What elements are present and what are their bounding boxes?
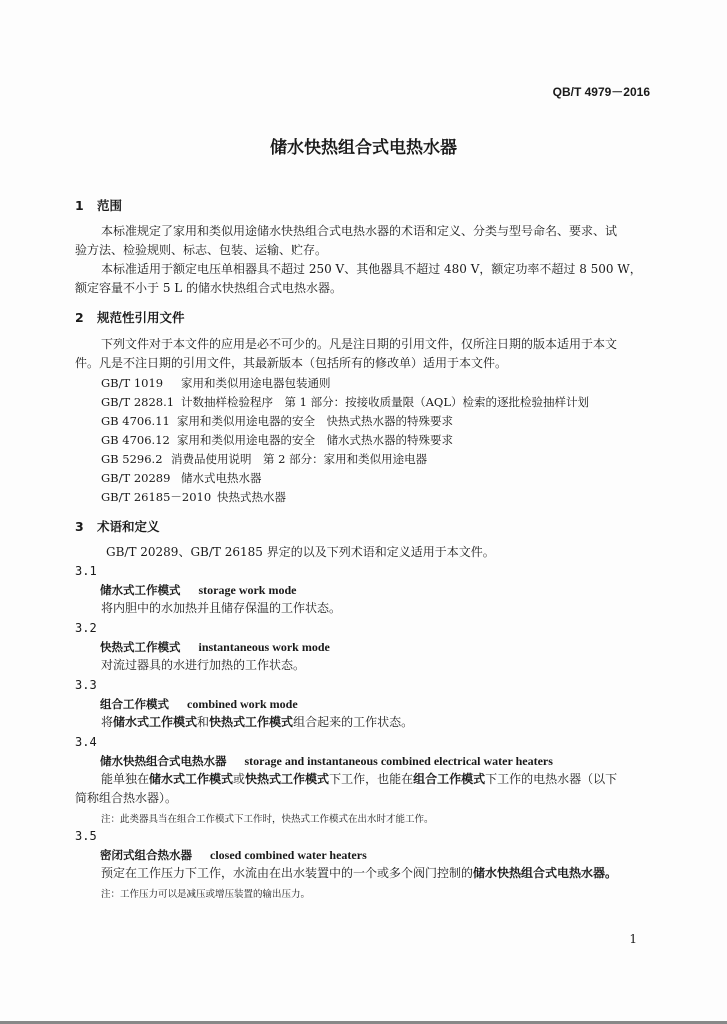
term-reference: 快热式工作模式 bbox=[245, 772, 330, 786]
term-zh: 储水快热组合式电热水器 bbox=[100, 754, 227, 768]
reference-item bbox=[101, 432, 453, 448]
page-number: 1 bbox=[629, 932, 637, 946]
scope-paragraph-1-line-1: 本标准规定了家用和类似用途储水快热组合式电热水器的术语和定义、分类与型号命名、要求、试 bbox=[101, 224, 618, 238]
reference-code: GB/T 20289 bbox=[101, 471, 171, 485]
term-definition: 对流过器具的水进行加热的工作状态。 bbox=[101, 658, 306, 672]
term-en: instantaneous work mode bbox=[198, 640, 330, 654]
reference-code: GB 4706.12 bbox=[101, 433, 170, 447]
text-run: 或 bbox=[233, 772, 246, 786]
term-number: 3.3 bbox=[75, 678, 97, 692]
references-intro-line-2: 件。凡是不注日期的引用文件，其最新版本（包括所有的修改单）适用于本文件。 bbox=[75, 356, 508, 370]
reference-item bbox=[101, 489, 286, 505]
term-en: storage work mode bbox=[198, 583, 297, 597]
section-title: 范围 bbox=[97, 198, 123, 213]
term-number: 3.4 bbox=[75, 735, 97, 749]
term-heading bbox=[100, 639, 330, 655]
scope-paragraph-2-line-2: 额定容量不小于 5 L 的储水快热组合式电热水器。 bbox=[75, 281, 343, 295]
term-number: 3.5 bbox=[75, 829, 97, 843]
term-en: combined work mode bbox=[187, 697, 298, 711]
term-reference: 储水快热组合式电热水器。 bbox=[473, 866, 618, 880]
term-reference: 储水式工作模式 bbox=[149, 772, 234, 786]
reference-code: GB/T 1019 bbox=[101, 376, 164, 390]
text-run: 组合起来的工作状态。 bbox=[293, 715, 414, 729]
term-definition bbox=[101, 770, 617, 788]
term-number: 3.1 bbox=[75, 564, 97, 578]
reference-title: 快热式热水器 bbox=[217, 490, 286, 504]
document-title: 储水快热组合式电热水器 bbox=[270, 138, 457, 158]
reference-title: 消费品使用说明 第 2 部分：家用和类似用途电器 bbox=[171, 452, 428, 466]
reference-title: 家用和类似用途电器的安全 储水式热水器的特殊要求 bbox=[177, 433, 453, 447]
text-run: 和 bbox=[197, 715, 210, 729]
terms-intro: GB/T 20289、GB/T 26185 界定的以及下列术语和定义适用于本文件。 bbox=[106, 545, 495, 559]
term-zh: 组合工作模式 bbox=[100, 697, 169, 711]
reference-item bbox=[101, 451, 427, 467]
text-run: 下工作的电热水器（以下 bbox=[485, 772, 618, 786]
term-en: closed combined water heaters bbox=[210, 848, 367, 862]
term-heading bbox=[100, 847, 367, 863]
section-number: 2 bbox=[75, 310, 84, 325]
term-heading bbox=[100, 696, 298, 712]
reference-title: 家用和类似用途电器的安全 快热式热水器的特殊要求 bbox=[177, 414, 453, 428]
standard-number: QB/T 4979－2016 bbox=[552, 85, 650, 99]
reference-title: 储水式电热水器 bbox=[181, 471, 262, 485]
term-definition bbox=[101, 864, 617, 882]
term-en: storage and instantaneous combined electrical water heaters bbox=[244, 754, 553, 768]
term-definition-line-2: 简称组合热水器）。 bbox=[75, 791, 178, 805]
term-number: 3.2 bbox=[75, 621, 97, 635]
scope-paragraph-1-line-2: 验方法、检验规则、标志、包装、运输、贮存。 bbox=[75, 243, 328, 257]
scope-paragraph-2-line-1: 本标准适用于额定电压单相器具不超过 250 V、其他器具不超过 480 V，额定功率不超过 8 500 W， bbox=[101, 262, 642, 276]
reference-code: GB 5296.2 bbox=[101, 452, 163, 466]
reference-item bbox=[101, 375, 331, 391]
text-run: 将 bbox=[101, 715, 114, 729]
reference-code: GB/T 2828.1 bbox=[101, 395, 175, 409]
section-number: 3 bbox=[75, 519, 84, 534]
reference-title: 家用和类似用途电器包装通则 bbox=[181, 376, 331, 390]
term-note: 注：此类器具当在组合工作模式下工作时，快热式工作模式在出水时才能工作。 bbox=[101, 814, 434, 825]
term-heading bbox=[100, 753, 553, 769]
term-zh: 密闭式组合热水器 bbox=[100, 848, 192, 862]
text-run: 下工作，也能在 bbox=[329, 772, 414, 786]
term-definition: 将内胆中的水加热并且储存保温的工作状态。 bbox=[101, 601, 342, 615]
text-run: 能单独在 bbox=[101, 772, 150, 786]
term-reference: 组合工作模式 bbox=[413, 772, 486, 786]
reference-item bbox=[101, 413, 453, 429]
section-3-heading bbox=[75, 517, 160, 535]
section-title: 术语和定义 bbox=[97, 519, 160, 534]
references-intro-line-1: 下列文件对于本文件的应用是必不可少的。凡是注日期的引用文件，仅所注日期的版本适用于本文 bbox=[101, 337, 618, 351]
term-note: 注：工作压力可以是减压或增压装置的输出压力。 bbox=[101, 889, 311, 900]
section-2-heading bbox=[75, 308, 185, 326]
term-reference: 快热式工作模式 bbox=[209, 715, 294, 729]
term-reference: 储水式工作模式 bbox=[113, 715, 198, 729]
section-title: 规范性引用文件 bbox=[97, 310, 185, 325]
term-heading bbox=[100, 582, 296, 598]
reference-item bbox=[101, 394, 589, 410]
section-number: 1 bbox=[75, 198, 84, 213]
reference-code: GB 4706.11 bbox=[101, 414, 170, 428]
term-zh: 储水式工作模式 bbox=[100, 583, 181, 597]
term-definition bbox=[101, 713, 413, 731]
term-zh: 快热式工作模式 bbox=[100, 640, 181, 654]
reference-title: 计数抽样检验程序 第 1 部分：按接收质量限（AQL）检索的逐批检验抽样计划 bbox=[181, 395, 589, 409]
reference-code: GB/T 26185－2010 bbox=[101, 490, 212, 504]
section-1-heading bbox=[75, 196, 122, 214]
text-run: 预定在工作压力下工作，水流由在出水装置中的一个或多个阀门控制的 bbox=[101, 866, 474, 880]
reference-item bbox=[101, 470, 262, 486]
